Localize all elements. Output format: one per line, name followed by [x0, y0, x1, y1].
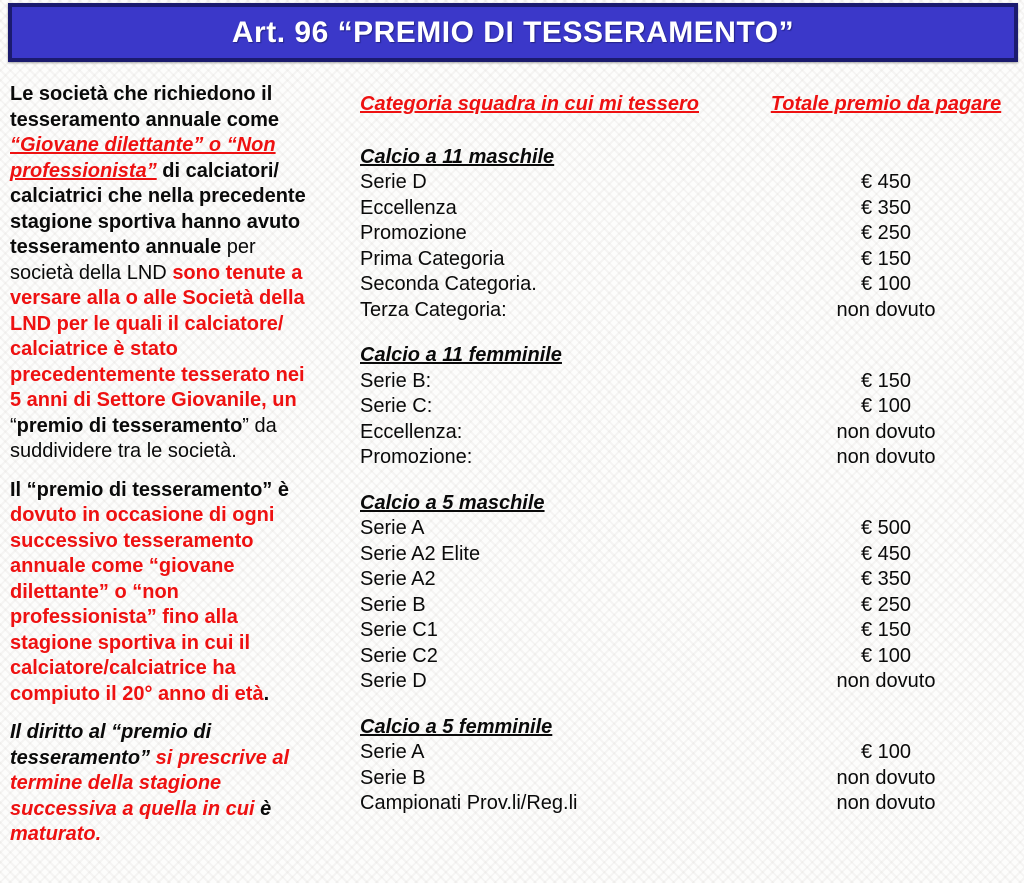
category-label: Serie C2 — [360, 644, 438, 667]
category-label: Eccellenza — [360, 196, 457, 219]
text-run: . — [263, 682, 270, 705]
fee-row — [360, 247, 1016, 273]
category-label: Serie D — [360, 670, 427, 692]
category-label: Serie B — [360, 766, 426, 789]
category-label: Serie A — [360, 517, 425, 539]
category-label: Prima Categoria — [360, 247, 505, 270]
text-run: ” da — [242, 414, 277, 437]
fee-value: non dovuto — [836, 670, 936, 692]
text-run: è — [254, 797, 272, 820]
text-run: sono tenute a — [172, 261, 303, 284]
fee-value: € 100 — [860, 395, 912, 417]
fee-value: € 500 — [860, 517, 912, 539]
fee-row — [360, 669, 1016, 695]
fee-value: non dovuto — [836, 298, 936, 321]
text-run: dovuto in occasione di ogni — [10, 504, 275, 526]
fee-row — [360, 567, 1016, 593]
text-run: successivo tesseramento — [10, 529, 254, 552]
fee-value: non dovuto — [836, 766, 936, 789]
fee-row — [360, 394, 1016, 420]
fee-value: € 450 — [860, 542, 912, 565]
paragraph — [10, 82, 360, 465]
category-label: Seconda Categoria. — [360, 273, 537, 295]
fee-value: € 100 — [860, 273, 912, 295]
fee-value: non dovuto — [836, 420, 936, 443]
fee-value: € 150 — [860, 619, 912, 641]
category-label: Campionati Prov.li/Reg.li — [360, 792, 578, 814]
fee-value: € 100 — [860, 644, 912, 667]
paragraph — [10, 720, 360, 848]
text-run: calciatrice è stato — [10, 338, 178, 360]
fee-section — [360, 491, 1016, 695]
text-run: tesseramento annuale come — [10, 108, 279, 131]
fee-value: non dovuto — [836, 792, 936, 814]
category-label: Serie B: — [360, 369, 432, 392]
text-run: compiuto il 20° anno di età — [10, 682, 264, 705]
text-run: maturato. — [10, 823, 102, 845]
fee-row — [360, 618, 1016, 644]
category-label: Serie B — [360, 593, 426, 616]
section-title: Calcio a 5 femminile — [360, 715, 553, 738]
category-label: Serie C: — [360, 395, 433, 417]
text-run: Il “premio di tesseramento” è — [10, 478, 289, 501]
text-run: successiva a quella in cui — [10, 797, 255, 820]
category-label: Serie C1 — [360, 619, 438, 641]
category-label: Eccellenza: — [360, 420, 463, 443]
fee-value: € 150 — [860, 369, 912, 392]
fee-table — [360, 92, 1016, 817]
fee-value: € 350 — [860, 568, 912, 590]
text-run: stagione sportiva in cui il — [10, 631, 251, 654]
paragraph — [10, 478, 360, 708]
category-label: Serie A — [360, 741, 425, 763]
text-run: versare alla o alle Società della — [10, 287, 305, 309]
text-run: suddividere tra le società. — [10, 440, 237, 462]
fee-row — [360, 644, 1016, 670]
category-label: Promozione: — [360, 446, 473, 468]
fee-row — [360, 593, 1016, 619]
page-title: Art. 96 “PREMIO DI TESSERAMENTO” — [231, 15, 795, 49]
fee-table-header — [360, 92, 1016, 118]
text-run: 5 anni di Settore Giovanile, un — [10, 389, 297, 411]
text-run: calciatore/calciatrice ha — [10, 657, 236, 679]
text-run: “ — [10, 414, 17, 437]
fee-row — [360, 420, 1016, 446]
text-run: annuale come “giovane — [10, 555, 235, 577]
title-banner — [8, 3, 1018, 62]
fee-sections — [360, 145, 1016, 817]
text-run: dilettante” o “non — [10, 580, 179, 603]
category-label: Promozione — [360, 222, 467, 244]
text-run: LND per le quali il calciatore/ — [10, 312, 284, 335]
fee-row — [360, 445, 1016, 471]
fee-row — [360, 272, 1016, 298]
text-run: precedentemente tesserato nei — [10, 363, 305, 386]
fee-value: non dovuto — [836, 446, 936, 468]
fee-row — [360, 170, 1016, 196]
section-title: Calcio a 5 maschile — [360, 491, 545, 514]
text-run: di calciatori/ — [156, 159, 279, 182]
text-run: termine della stagione — [10, 772, 222, 794]
section-title: Calcio a 11 maschile — [360, 145, 555, 168]
fee-value: € 450 — [860, 171, 912, 193]
text-run: Il diritto al “premio di — [10, 721, 212, 743]
left-text — [10, 82, 360, 848]
fee-row — [360, 369, 1016, 395]
fee-row — [360, 221, 1016, 247]
fee-row — [360, 542, 1016, 568]
category-label: Serie A2 — [360, 568, 436, 590]
fee-section — [360, 343, 1016, 471]
text-run: tesseramento” — [10, 746, 151, 769]
section-title: Calcio a 11 femminile — [360, 344, 562, 366]
category-label: Terza Categoria: — [360, 298, 507, 321]
text-run: società della LND — [10, 261, 173, 284]
text-run: per — [221, 236, 256, 258]
fee-row — [360, 196, 1016, 222]
fee-value: € 350 — [860, 196, 912, 219]
category-label: Serie A2 Elite — [360, 542, 481, 565]
category-label: Serie D — [360, 171, 427, 193]
text-run: Le società che richiedono il — [10, 83, 273, 105]
text-run: tesseramento annuale — [10, 236, 222, 258]
fee-section — [360, 715, 1016, 817]
fee-value: € 100 — [860, 741, 912, 763]
fee-row — [360, 740, 1016, 766]
text-run: professionista” fino alla — [10, 606, 238, 628]
text-run: professionista” — [10, 159, 157, 182]
fee-row — [360, 298, 1016, 324]
column-header-total: Totale premio da pagare — [770, 93, 1002, 115]
fee-row — [360, 766, 1016, 792]
fee-value: € 250 — [860, 222, 912, 244]
text-run: si prescrive al — [150, 746, 290, 769]
fee-row — [360, 516, 1016, 542]
fee-value: € 150 — [860, 247, 912, 270]
fee-row — [360, 791, 1016, 817]
text-run: premio di tesseramento — [16, 414, 243, 437]
fee-value: € 250 — [860, 593, 912, 616]
text-run: stagione sportiva hanno avuto — [10, 210, 301, 233]
column-header-category: Categoria squadra in cui mi tessero — [360, 93, 699, 115]
text-run: calciatrici che nella precedente — [10, 185, 306, 207]
fee-section — [360, 145, 1016, 324]
text-run: “Giovane dilettante” o “Non — [10, 134, 276, 156]
